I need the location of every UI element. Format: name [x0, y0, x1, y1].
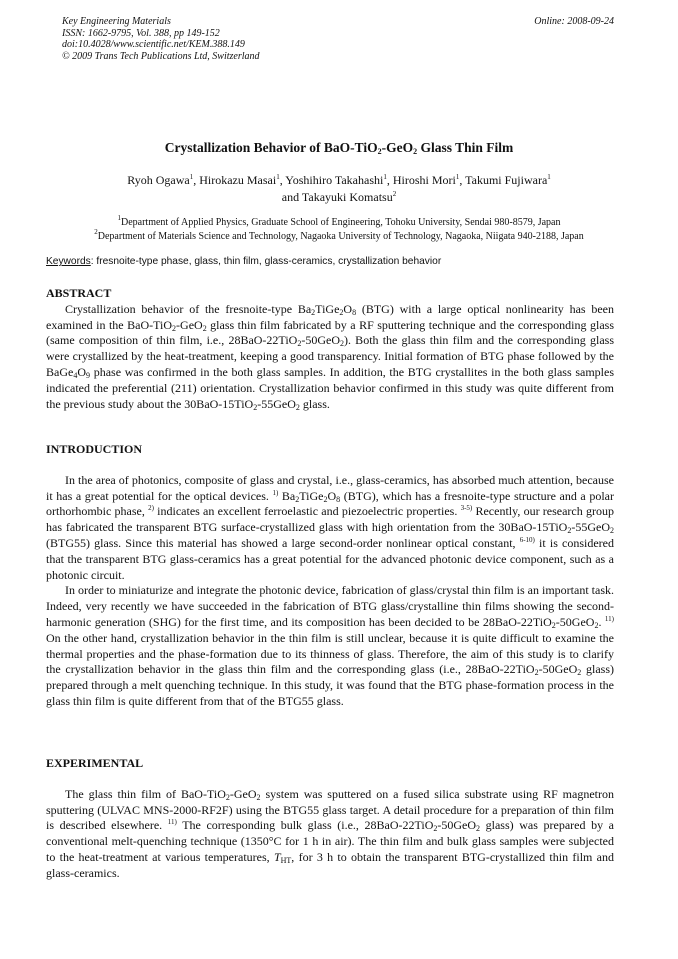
author: Takayuki Komatsu	[301, 190, 393, 204]
paper-title: Crystallization Behavior of BaO-TiO$_2$-GeO$_2$ Glass Thin Film	[164, 140, 514, 156]
journal-header	[62, 16, 260, 62]
journal-copyright: © 2009 Trans Tech Publications Ltd, Switzerland	[62, 50, 260, 62]
experimental-heading: EXPERIMENTAL	[46, 756, 144, 770]
abstract-heading: ABSTRACT	[46, 286, 112, 300]
introduction-paragraph-2: In order to miniaturize and integrate the photonic device, fabrication of glass/crystal thin film is an important task. Indeed, very recently we have succeeded in the fabrication of BTG glass/crystalline thin films showing the second-harmonic generation (SHG) for the first time, and its composition has been decided to be 28BaO-22TiO$_2$-50GeO$_2$. $^{11)}$ On the other hand, crystallization behavior in the thin film is still unclear, because it is quite difficult to examine the thermal properties and the phase-formation due to its thinness of glass. Therefore, the aim of this study is to clarify the crystallization behavior in the glass thin film and the corresponding glass (i.e., 28BaO-22TiO$_2$-50GeO$_2$ glass) prepared through a melt quenching technique. In this study, it was found that the BTG phase-formation process in the glass thin film is quite different from that of the BTG55 glass.	[46, 583, 615, 708]
affiliations	[0, 216, 678, 244]
keywords	[46, 256, 636, 267]
journal-issn: ISSN: 1662-9795, Vol. 388, pp 149-152	[62, 27, 220, 39]
abstract-text: Crystallization behavior of the fresnoite-type $Ba_2TiGe_2O_8$ (BTG) with a large optical nonlinearity has been examined in the BaO-TiO$_2$-GeO$_2$ glass thin film fabricated by a RF sputtering technique and the corresponding glass (same composition of thin film, i.e., 28BaO-22TiO$_2$-50GeO$_2$). Both the glass thin film and the corresponding glass were crystallized by the heat-treatment, keeping a good transparency. Initial formation of BTG phase followed by the $BaGe_4O_9$ phase was confirmed in the both glass samples. In addition, the BTG crystallites in the both glass samples indicated the preferential (211) orientation. Crystallization behavior confirmed in this study was quite different from the previous study about the 30BaO-15TiO$_2$-55GeO$_2$ glass.	[46, 301, 614, 412]
author-list	[0, 172, 678, 206]
abstract-section	[46, 286, 614, 412]
journal-name: Key Engineering Materials	[62, 16, 171, 27]
affiliation-2: $^2$Department of Materials Science and Technology, Nagaoka University of Technology, Nagaoka, Niigata 940-2188, Japan	[94, 228, 584, 242]
experimental-paragraph: The glass thin film of BaO-TiO$_2$-GeO$_2$ system was sputtered on a fused silica substrate using RF magnetron sputtering (ULVAC MNS-2000-RF2F) using the BTG55 glass target. A detail procedure for a preparation of thin film is described elsewhere. $^{11)}$ The corresponding bulk glass (i.e., 28BaO-22TiO$_2$-50GeO$_2$ glass) was prepared by a conventional melt-quenching technique (1350°C for 1 h in air). The thin film and bulk glass samples were subjected to the heat-treatment at various temperatures, $T_{HT}$, for 3 h to obtain the transparent BTG-crystallized thin film and glass-ceramics.	[46, 786, 614, 880]
introduction-paragraph-1: In the area of photonics, composite of glass and crystal, i.e., glass-ceramics, has absorbed much attention, because it has a great potential for the optical devices. $^{1)}$ $Ba_2TiGe_2O_8$ (BTG), which has a fresnoite-type structure and a polar orthorhombic phase, $^{2)}$ indicates an excellent ferroelastic and piezoelectric properties. $^{3-5)}$ Recently, our research group has fabricated the transparent BTG surface-crystallized glass with high orientation from the 30BaO-15TiO$_2$-55GeO$_2$ (BTG55) glass. Since this material has showed a large second-order nonlinear optical constant, $^{6-10)}$ it is considered that the transparent BTG glass-ceramics has a great potential for the advanced photonic device component, such as a photonic circuit.	[46, 472, 614, 582]
journal-doi: doi:10.4028/www.scientific.net/KEM.388.149	[62, 39, 245, 50]
affiliation-1: $^1$Department of Applied Physics, Graduate School of Engineering, Tohoku University, Sendai 980-8579, Japan	[117, 214, 561, 228]
experimental-section	[46, 756, 614, 882]
author: Yoshihiro Takahashi	[285, 173, 384, 187]
author-line-2: and Takayuki Komatsu$^2$	[281, 190, 397, 204]
author: Takumi Fujiwara	[465, 173, 548, 187]
online-date: Online: 2008-09-24	[534, 16, 614, 27]
author-line-1: Ryoh Ogawa$^1$, Hirokazu Masai$^1$, Yoshihiro Takahashi$^1$, Hiroshi Mori$^1$, Takumi Fujiwara$^1$	[127, 173, 551, 187]
introduction-section	[46, 442, 614, 710]
author: Hiroshi Mori	[392, 173, 456, 187]
introduction-heading: INTRODUCTION	[46, 442, 143, 456]
author: Ryoh Ogawa	[127, 173, 190, 187]
keywords-label: Keywords	[46, 256, 91, 267]
keywords-text: : fresnoite-type phase, glass, thin film, glass-ceramics, crystallization behavior	[90, 256, 442, 267]
author: Hirokazu Masai	[199, 173, 277, 187]
